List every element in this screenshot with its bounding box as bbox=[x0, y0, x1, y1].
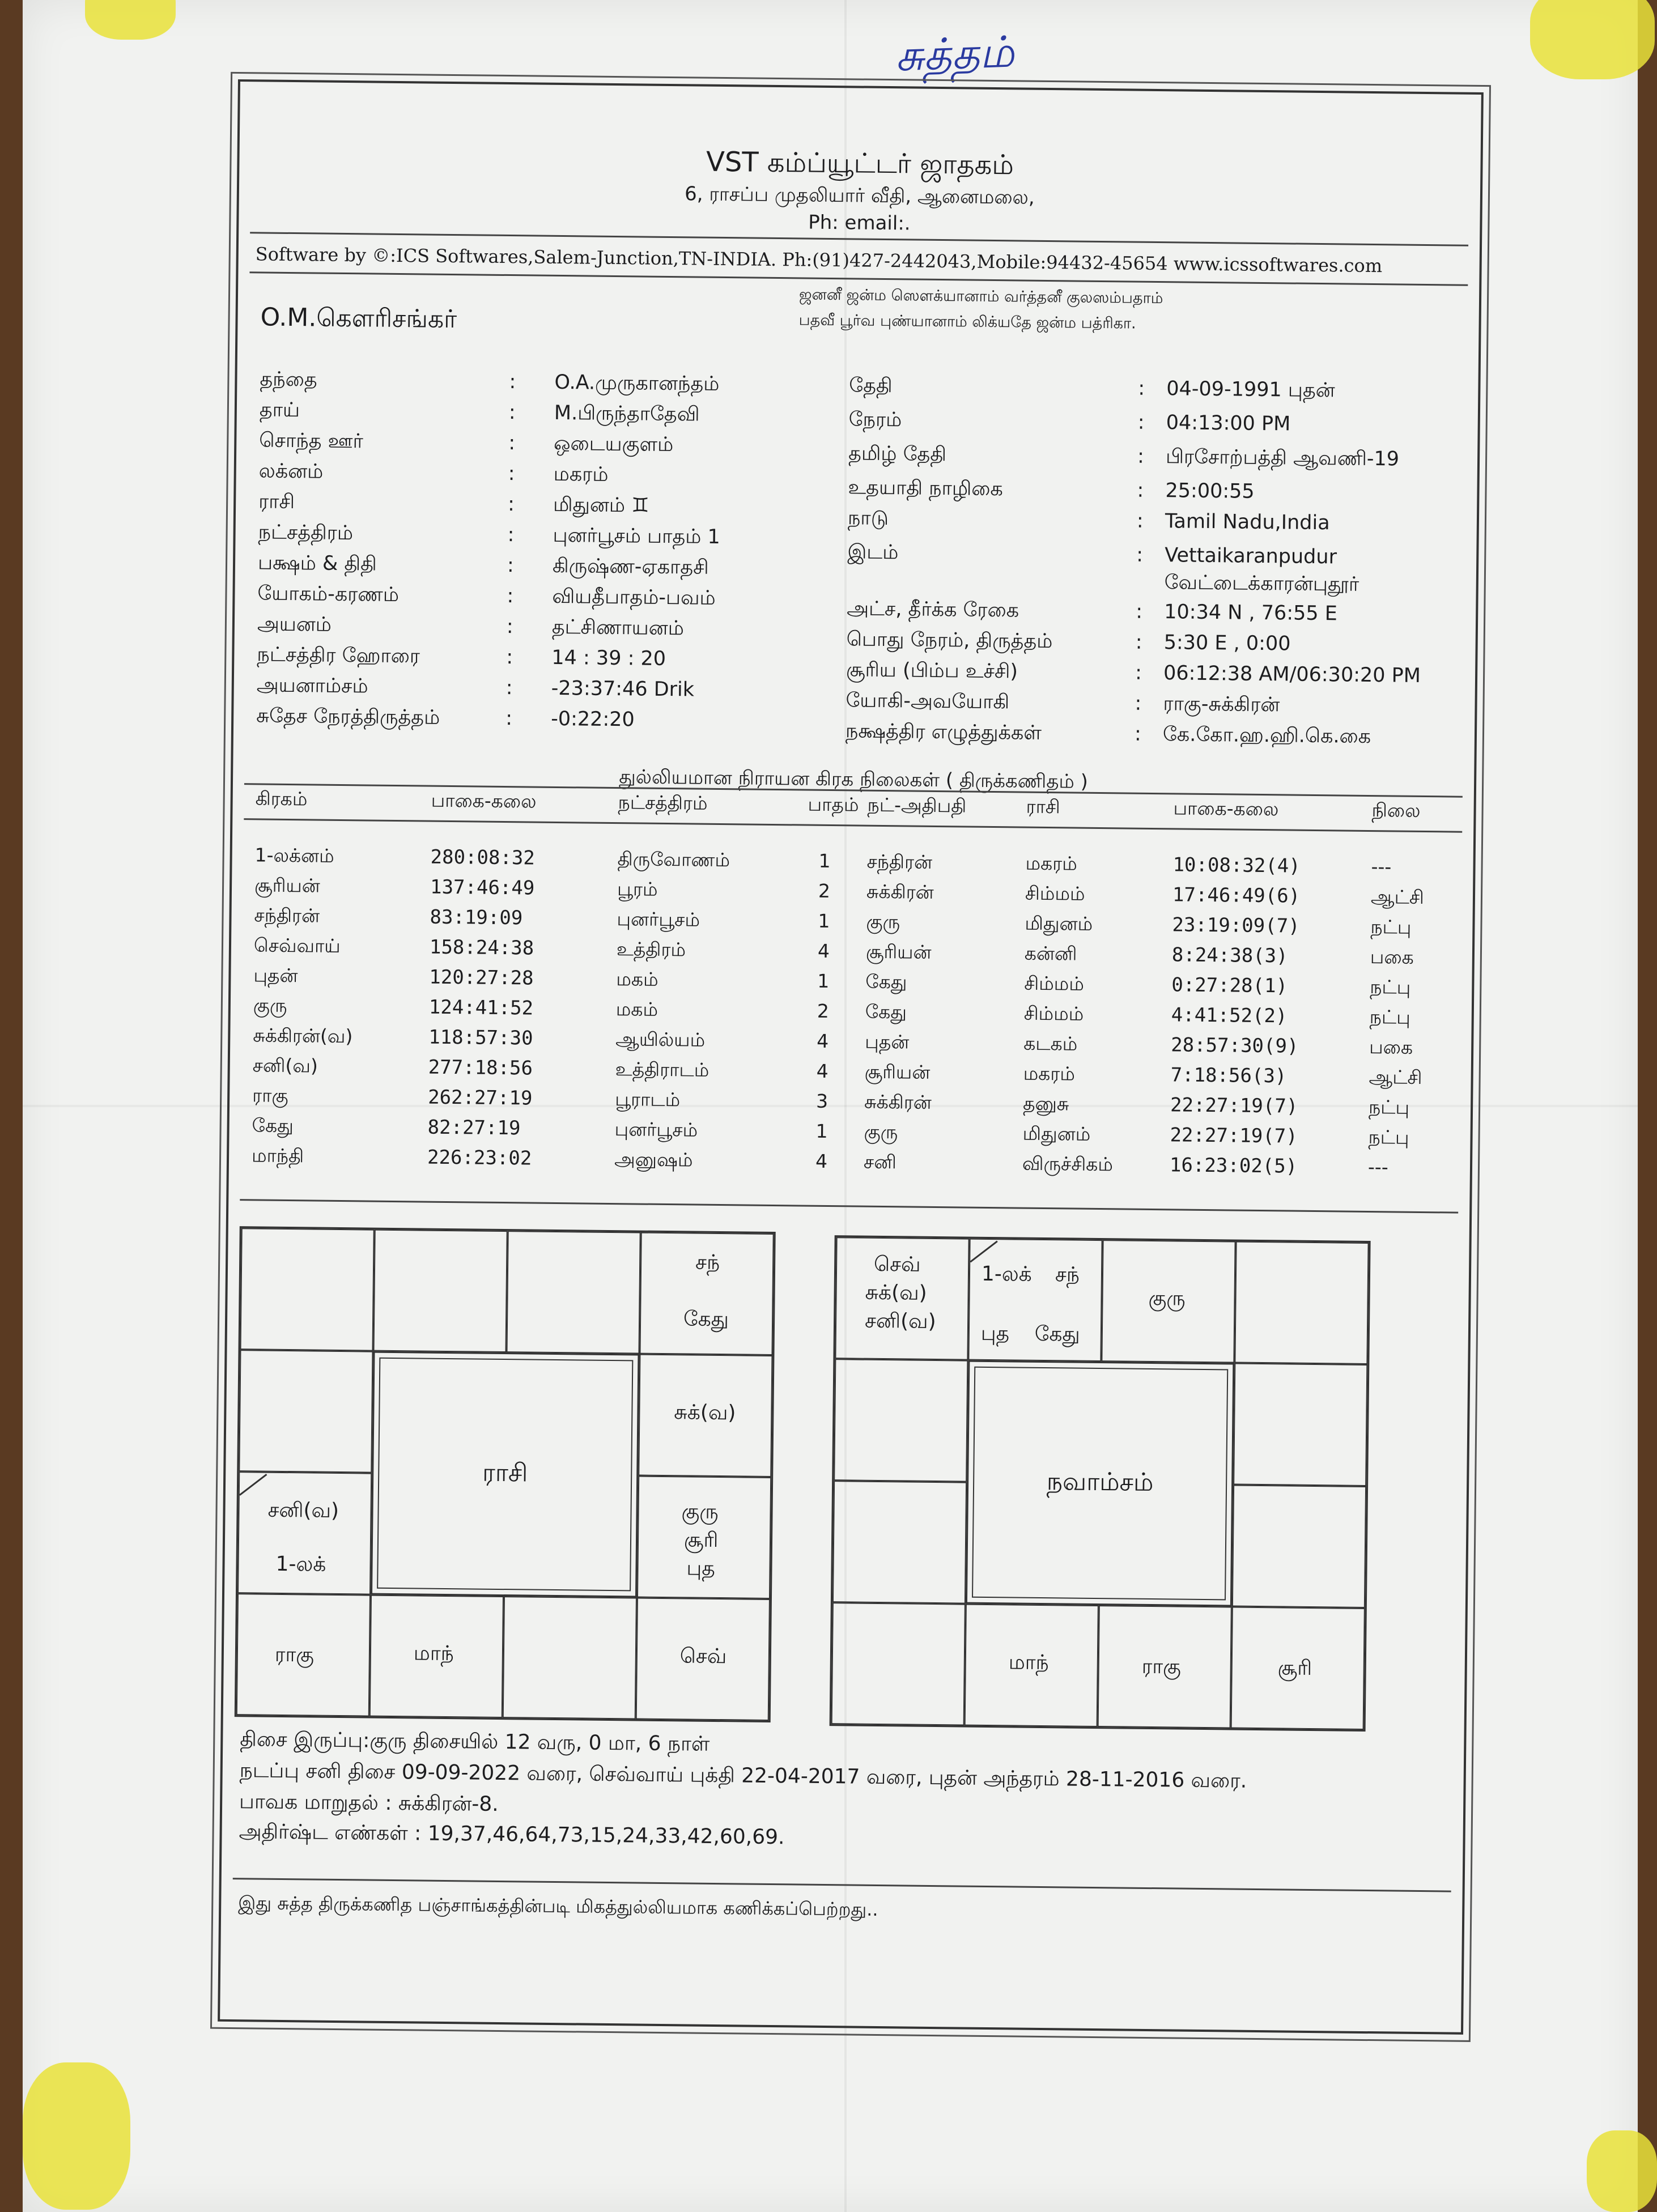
table-cell: 277:18:56 bbox=[428, 1056, 533, 1080]
detail-colon: : bbox=[506, 646, 513, 669]
detail-value: கிருஷ்ண-ஏகாதசி bbox=[552, 554, 709, 579]
dasa-balance: திசை இருப்பு:குரு திசையில் 12 வரு, 0 மா, 6 நாள் bbox=[240, 1728, 710, 1756]
table-cell: 2 bbox=[817, 999, 830, 1023]
detail-label: தமிழ் தேதி bbox=[848, 442, 947, 466]
table-cell: புனர்பூசம் bbox=[617, 908, 700, 931]
detail-label: இடம் bbox=[847, 541, 899, 564]
detail-value: மிதுனம் ♊ bbox=[553, 493, 649, 517]
table-cell: புனர்பூசம் bbox=[614, 1118, 698, 1141]
table-cell: நட்பு bbox=[1370, 976, 1411, 998]
detail-value: 06:12:38 AM/06:30:20 PM bbox=[1163, 662, 1421, 687]
rasi-house-bottom-1 bbox=[236, 1593, 371, 1716]
detail-colon: : bbox=[1136, 543, 1144, 567]
detail-label: நட்சத்திர ஹோரை bbox=[257, 643, 420, 668]
table-cell: புதன் bbox=[253, 964, 298, 987]
table-cell: --- bbox=[1371, 856, 1392, 878]
table-cell: சனி(வ) bbox=[252, 1054, 318, 1077]
table-cell: கேது bbox=[865, 1000, 907, 1023]
detail-value: 25:00:55 bbox=[1165, 479, 1255, 503]
table-cell: குரு bbox=[866, 910, 900, 933]
detail-colon: : bbox=[507, 493, 515, 516]
table-cell: 0:27:28(1) bbox=[1171, 973, 1288, 998]
navamsa-venus: சுக்(வ) bbox=[865, 1281, 927, 1305]
detail-value: M.பிருந்தாதேவி bbox=[554, 401, 700, 426]
table-cell: கேது bbox=[252, 1114, 294, 1137]
detail-label: நேரம் bbox=[848, 408, 902, 432]
table-cell: புதன் bbox=[865, 1030, 910, 1053]
detail-label: உதயாதி நாழிகை bbox=[848, 476, 1004, 501]
navamsa-house-bottom-1 bbox=[831, 1602, 966, 1725]
detail-colon: : bbox=[1137, 445, 1145, 468]
rasi-sun: சூரி bbox=[683, 1528, 719, 1552]
table-cell: சிம்மம் bbox=[1025, 882, 1085, 905]
table-cell: மகம் bbox=[615, 998, 658, 1020]
detail-colon: : bbox=[508, 401, 516, 424]
table-cell: மகம் bbox=[616, 968, 658, 990]
table-cell: விருச்சிகம் bbox=[1022, 1152, 1114, 1176]
detail-label: யோகி-அவயோகி bbox=[846, 689, 1010, 714]
table-cell: 23:19:09(7) bbox=[1172, 913, 1300, 938]
horoscope-document bbox=[218, 79, 1484, 2035]
table-cell: பகை bbox=[1369, 1035, 1413, 1058]
detail-colon: : bbox=[1135, 661, 1142, 684]
rasi-mandi: மாந் bbox=[413, 1641, 454, 1666]
detail-value: 04:13:00 PM bbox=[1166, 411, 1291, 436]
detail-value: பிரசோற்பத்தி ஆவணி-19 bbox=[1165, 445, 1400, 471]
table-header-cell: நட்-அதிபதி bbox=[867, 793, 967, 817]
table-cell: 1 bbox=[818, 909, 830, 933]
table-cell: கடகம் bbox=[1023, 1032, 1078, 1055]
lucky-numbers: அதிர்ஷ்ட எண்கள் : 19,37,46,64,73,15,24,33,42,60,69. bbox=[239, 1820, 785, 1849]
rasi-mars: செவ் bbox=[679, 1644, 727, 1669]
detail-label: பொது நேரம், திருத்தம் bbox=[846, 628, 1053, 653]
table-cell: சூரியன் bbox=[864, 1060, 931, 1083]
navamsa-lagna: 1-லக் bbox=[981, 1262, 1033, 1286]
detail-label: நாடு bbox=[847, 507, 889, 530]
table-cell: ஆயில்யம் bbox=[615, 1028, 706, 1051]
handwritten-note: சுத்தம் bbox=[894, 26, 1016, 81]
detail-colon: : bbox=[1137, 479, 1144, 502]
navamsa-sun: சூரி bbox=[1277, 1656, 1312, 1680]
rasi-house-top-4 bbox=[639, 1232, 774, 1355]
sloka-line-1: ஜனனீ ஜன்ம ஸௌக்யானாம் வர்த்தனீ குலஸம்பதாம் bbox=[798, 286, 1163, 308]
rasi-center bbox=[371, 1351, 639, 1598]
navamsa-jupiter: குரு bbox=[1148, 1286, 1186, 1311]
detail-value: ஒடையகுளம் bbox=[554, 432, 674, 457]
detail-colon: : bbox=[509, 371, 516, 394]
table-cell: சந்திரன் bbox=[866, 850, 933, 873]
table-cell: மகரம் bbox=[1025, 852, 1078, 875]
header-phone: Ph: email:. bbox=[808, 211, 911, 235]
navamsa-rahu: ராகு bbox=[1141, 1654, 1182, 1679]
detail-colon: : bbox=[508, 432, 516, 455]
table-cell: 17:46:49(6) bbox=[1172, 883, 1301, 908]
table-cell: கேது bbox=[865, 970, 907, 993]
table-header-cell: கிரகம் bbox=[255, 787, 308, 810]
divider bbox=[233, 1878, 1451, 1892]
table-cell: மகரம் bbox=[1023, 1062, 1076, 1085]
detail-label: ராசி bbox=[258, 490, 295, 514]
table-cell: 1 bbox=[818, 849, 831, 873]
table-cell: ராகு bbox=[252, 1084, 288, 1107]
rasi-jupiter: குரு bbox=[681, 1500, 719, 1524]
navamsa-house-right-2 bbox=[1232, 1485, 1366, 1608]
table-cell: 8:24:38(3) bbox=[1171, 943, 1288, 968]
detail-value: 04-09-1991 புதன் bbox=[1166, 377, 1335, 402]
table-cell: 4 bbox=[817, 939, 830, 963]
table-cell: 10:08:32(4) bbox=[1172, 853, 1301, 878]
header-address: 6, ராசப்ப முதலியார் வீதி, ஆனைமலை, bbox=[684, 182, 1035, 209]
detail-label: அயனாம்சம் bbox=[256, 674, 368, 698]
divider bbox=[244, 818, 1462, 833]
table-cell: சிம்மம் bbox=[1023, 1002, 1084, 1025]
table-cell: மிதுனம் bbox=[1022, 1122, 1091, 1145]
table-header-cell: பாகை-கலை bbox=[431, 789, 537, 813]
tape-bottom-right bbox=[1587, 2130, 1657, 2212]
detail-colon: : bbox=[508, 462, 515, 486]
detail-value: 14 : 39 : 20 bbox=[551, 646, 666, 670]
navamsa-ketu: கேது bbox=[1034, 1322, 1080, 1346]
table-cell: 280:08:32 bbox=[430, 845, 536, 870]
table-header-cell: நிலை bbox=[1371, 799, 1421, 822]
detail-value: ராகு-சுக்கிரன் bbox=[1163, 692, 1280, 717]
table-cell: பகை bbox=[1370, 946, 1414, 968]
rasi-house-top-3 bbox=[506, 1231, 640, 1354]
table-cell: 82:27:19 bbox=[427, 1116, 521, 1140]
detail-label: தாய் bbox=[259, 398, 300, 422]
detail-value: தட்சிணாயனம் bbox=[551, 615, 685, 640]
table-cell: நட்பு bbox=[1368, 1125, 1409, 1148]
detail-label: லக்னம் bbox=[258, 460, 324, 483]
detail-colon: : bbox=[1134, 722, 1141, 746]
detail-value: -23:37:46 Drik bbox=[551, 677, 695, 701]
navamsa-title: நவாம்சம் bbox=[972, 1367, 1228, 1601]
rasi-mercury: புத bbox=[686, 1556, 715, 1580]
current-dasa: நடப்பு சனி திசை 09-09-2022 வரை, செவ்வாய் புக்தி 22-04-2017 வரை, புதன் அந்தரம் 28-11-2016 வரை. bbox=[239, 1759, 1247, 1793]
table-cell: 158:24:38 bbox=[429, 935, 534, 960]
native-name: O.M.கௌரிசங்கர் bbox=[260, 303, 457, 334]
navamsa-house-right-1 bbox=[1233, 1363, 1367, 1486]
detail-value: -0:22:20 bbox=[550, 707, 635, 731]
table-cell: சந்திரன் bbox=[254, 904, 320, 927]
table-cell: 3 bbox=[815, 1090, 828, 1113]
sloka-line-2: பதவீ பூர்வ புண்யானாம் லிக்யதே ஜன்ம பத்ரிகா. bbox=[798, 311, 1136, 333]
table-cell: 120:27:28 bbox=[429, 965, 534, 990]
table-cell: செவ்வாய் bbox=[253, 934, 341, 957]
rasi-ketu: கேது bbox=[683, 1307, 729, 1332]
detail-value: Tamil Nadu,India bbox=[1165, 510, 1330, 535]
table-cell: கன்னி bbox=[1024, 942, 1077, 965]
table-cell: 4 bbox=[815, 1150, 828, 1172]
table-cell: 4 bbox=[816, 1060, 828, 1083]
navamsa-house-bottom-2 bbox=[965, 1604, 1099, 1727]
tape-top-right bbox=[1530, 0, 1655, 79]
rasi-chart bbox=[235, 1226, 776, 1722]
detail-colon: : bbox=[1138, 377, 1145, 400]
table-cell: 16:23:02(5) bbox=[1169, 1154, 1298, 1178]
table-cell: சூரியன் bbox=[865, 940, 932, 963]
table-cell: மாந்தி bbox=[251, 1144, 304, 1167]
table-cell: நட்பு bbox=[1370, 916, 1412, 938]
planet-table-caption: துல்லியமான நிராயன கிரக நிலைகள் ( திருக்கணிதம் ) bbox=[619, 765, 1089, 793]
table-cell: 7:18:56(3) bbox=[1170, 1064, 1287, 1088]
detail-value-secondary: வேட்டைக்காரன்புதூர் bbox=[1164, 571, 1359, 596]
table-cell: 28:57:30(9) bbox=[1171, 1033, 1299, 1058]
table-cell: சுக்கிரன்(வ) bbox=[253, 1024, 353, 1048]
navamsa-house-top-3 bbox=[1101, 1240, 1235, 1363]
detail-label: அயனம் bbox=[257, 612, 332, 636]
rasi-rahu: ராகு bbox=[274, 1643, 315, 1667]
table-header-cell: நட்சத்திரம் bbox=[618, 791, 708, 814]
detail-value: Vettaikaranpudur bbox=[1165, 544, 1337, 569]
table-cell: உத்திரம் bbox=[616, 938, 686, 961]
rasi-house-top-2 bbox=[373, 1230, 508, 1352]
detail-value: புனர்பூசம் பாதம் 1 bbox=[553, 524, 721, 548]
detail-label: நக்ஷத்திர எழுத்துக்கள் bbox=[845, 720, 1042, 745]
detail-label: சூரிய (பிம்ப உச்சி) bbox=[846, 658, 1018, 683]
rasi-house-left-1 bbox=[239, 1350, 373, 1473]
detail-colon: : bbox=[1137, 411, 1145, 434]
table-cell: 2 bbox=[818, 879, 831, 903]
table-header-cell: ராசி bbox=[1026, 795, 1060, 818]
divider bbox=[240, 1199, 1458, 1214]
detail-label: சொந்த ஊர் bbox=[259, 429, 364, 453]
table-cell: சுக்கிரன் bbox=[866, 880, 934, 903]
table-cell: 1-லக்னம் bbox=[254, 844, 334, 867]
rasi-house-bottom-2 bbox=[369, 1595, 504, 1718]
table-header-cell: பாதம் bbox=[808, 793, 859, 816]
detail-colon: : bbox=[505, 677, 513, 700]
rasi-saturn: சனி(வ) bbox=[267, 1498, 339, 1523]
closing-note: இது சுத்த திருக்கணித பஞ்சாங்கத்தின்படி மிகத்துல்லியமாக கணிக்கப்பெற்றது.. bbox=[238, 1892, 878, 1921]
table-cell: 22:27:19(7) bbox=[1170, 1094, 1298, 1118]
lagna-mark bbox=[970, 1241, 997, 1263]
navamsa-house-left-2 bbox=[832, 1481, 967, 1603]
navamsa-chart bbox=[830, 1235, 1371, 1732]
rasi-title: ராசி bbox=[377, 1358, 633, 1592]
table-cell: 137:46:49 bbox=[430, 875, 535, 900]
table-cell: 4:41:52(2) bbox=[1171, 1003, 1288, 1028]
table-cell: 1 bbox=[815, 1120, 828, 1142]
table-header-cell: பாகை-கலை bbox=[1173, 797, 1279, 820]
table-cell: சூரியன் bbox=[254, 874, 320, 897]
detail-label: சுதேச நேரத்திருத்தம் bbox=[256, 704, 440, 729]
table-cell: 124:41:52 bbox=[428, 996, 534, 1020]
rasi-lagna: 1-லக் bbox=[275, 1552, 326, 1576]
table-cell: நட்பு bbox=[1368, 1095, 1410, 1118]
table-cell: சிம்மம் bbox=[1024, 972, 1085, 995]
rasi-house-left-2 bbox=[237, 1471, 372, 1594]
table-cell: பூரம் bbox=[617, 878, 658, 900]
table-cell: திருவோணம் bbox=[617, 848, 730, 871]
detail-label: பக்ஷம் & திதி bbox=[257, 551, 377, 576]
detail-label: தந்தை bbox=[260, 368, 317, 392]
detail-label: யோகம்-கரணம் bbox=[257, 582, 400, 607]
detail-colon: : bbox=[507, 524, 515, 547]
detail-colon: : bbox=[506, 615, 513, 639]
tape-top-left bbox=[85, 0, 176, 40]
detail-label: தேதி bbox=[849, 374, 893, 398]
table-cell: குரு bbox=[253, 994, 287, 1016]
table-cell: பூராடம் bbox=[614, 1088, 681, 1111]
detail-colon: : bbox=[505, 707, 513, 730]
detail-colon: : bbox=[1135, 631, 1142, 654]
detail-value: 5:30 E , 0:00 bbox=[1163, 631, 1291, 656]
table-cell: குரு bbox=[864, 1120, 898, 1143]
table-cell: நட்பு bbox=[1369, 1006, 1410, 1028]
detail-colon: : bbox=[1136, 600, 1143, 623]
navamsa-saturn: சனி(வ) bbox=[864, 1309, 936, 1334]
table-cell: மிதுனம் bbox=[1025, 912, 1093, 935]
table-cell: 83:19:09 bbox=[430, 905, 523, 930]
table-cell: ஆட்சி bbox=[1369, 1065, 1422, 1088]
lagna-mark bbox=[239, 1474, 267, 1496]
navamsa-house-top-2 bbox=[968, 1239, 1102, 1362]
table-cell: உத்திராடம் bbox=[615, 1058, 709, 1081]
navamsa-house-left-1 bbox=[834, 1359, 968, 1482]
detail-colon: : bbox=[507, 554, 515, 577]
detail-value: வியதீபாதம்-பவம் bbox=[552, 585, 716, 610]
table-cell: 22:27:19(7) bbox=[1170, 1124, 1298, 1148]
table-cell: 118:57:30 bbox=[428, 1026, 533, 1050]
detail-value: கே.கோ.ஹ.ஹி.கெ.கை bbox=[1162, 723, 1371, 748]
rasi-house-top-1 bbox=[240, 1228, 375, 1351]
table-cell: சுக்கிரன் bbox=[864, 1090, 932, 1113]
navamsa-moon: சந் bbox=[1055, 1263, 1080, 1287]
table-cell: 262:27:19 bbox=[427, 1086, 533, 1110]
navamsa-house-bottom-3 bbox=[1098, 1605, 1232, 1728]
rasi-moon: சந் bbox=[695, 1250, 720, 1275]
detail-value: 10:34 N , 76:55 E bbox=[1164, 601, 1338, 626]
header-title: VST கம்ப்யூட்டர் ஜாதகம் bbox=[706, 146, 1014, 181]
rasi-house-bottom-3 bbox=[503, 1596, 637, 1719]
table-cell: தனுசு bbox=[1022, 1092, 1069, 1115]
detail-colon: : bbox=[1136, 509, 1144, 533]
table-cell: சனி bbox=[863, 1150, 897, 1173]
table-cell: 226:23:02 bbox=[427, 1146, 532, 1170]
detail-colon: : bbox=[1135, 692, 1142, 715]
rasi-house-right-1 bbox=[638, 1354, 772, 1477]
bhava-change: பாவக மாறுதல் : சுக்கிரன்-8. bbox=[239, 1790, 499, 1816]
detail-colon: : bbox=[507, 585, 514, 608]
navamsa-center bbox=[966, 1360, 1234, 1607]
table-cell: 4 bbox=[817, 1030, 829, 1053]
detail-value: O.A.முருகானந்தம் bbox=[554, 371, 720, 395]
rasi-house-right-2 bbox=[637, 1476, 771, 1599]
detail-value: மகரம் bbox=[553, 462, 609, 486]
detail-label: நட்சத்திரம் bbox=[258, 521, 354, 545]
table-cell: --- bbox=[1367, 1155, 1388, 1179]
navamsa-house-bottom-4 bbox=[1231, 1607, 1365, 1730]
table-cell: 1 bbox=[817, 969, 830, 993]
tape-bottom-left bbox=[23, 2062, 130, 2210]
table-cell: ஆட்சி bbox=[1370, 886, 1425, 908]
navamsa-house-top-4 bbox=[1234, 1241, 1369, 1364]
detail-label: அட்ச, தீர்க்க ரேகை bbox=[847, 597, 1019, 622]
rasi-venus: சுக்(வ) bbox=[674, 1401, 736, 1425]
navamsa-house-top-1 bbox=[835, 1237, 969, 1360]
table-cell: அனுஷம் bbox=[614, 1148, 693, 1171]
software-credit: Software by ©:ICS Softwares,Salem-Junction,TN-INDIA. Ph:(91)427-2442043,Mobile:94432-45654 www.icssoftwares.com bbox=[255, 243, 1383, 277]
navamsa-mercury: புத bbox=[980, 1321, 1010, 1346]
navamsa-mandi: மாந் bbox=[1008, 1651, 1049, 1675]
rasi-house-bottom-4 bbox=[636, 1598, 770, 1721]
navamsa-mars: செவ் bbox=[873, 1252, 921, 1277]
